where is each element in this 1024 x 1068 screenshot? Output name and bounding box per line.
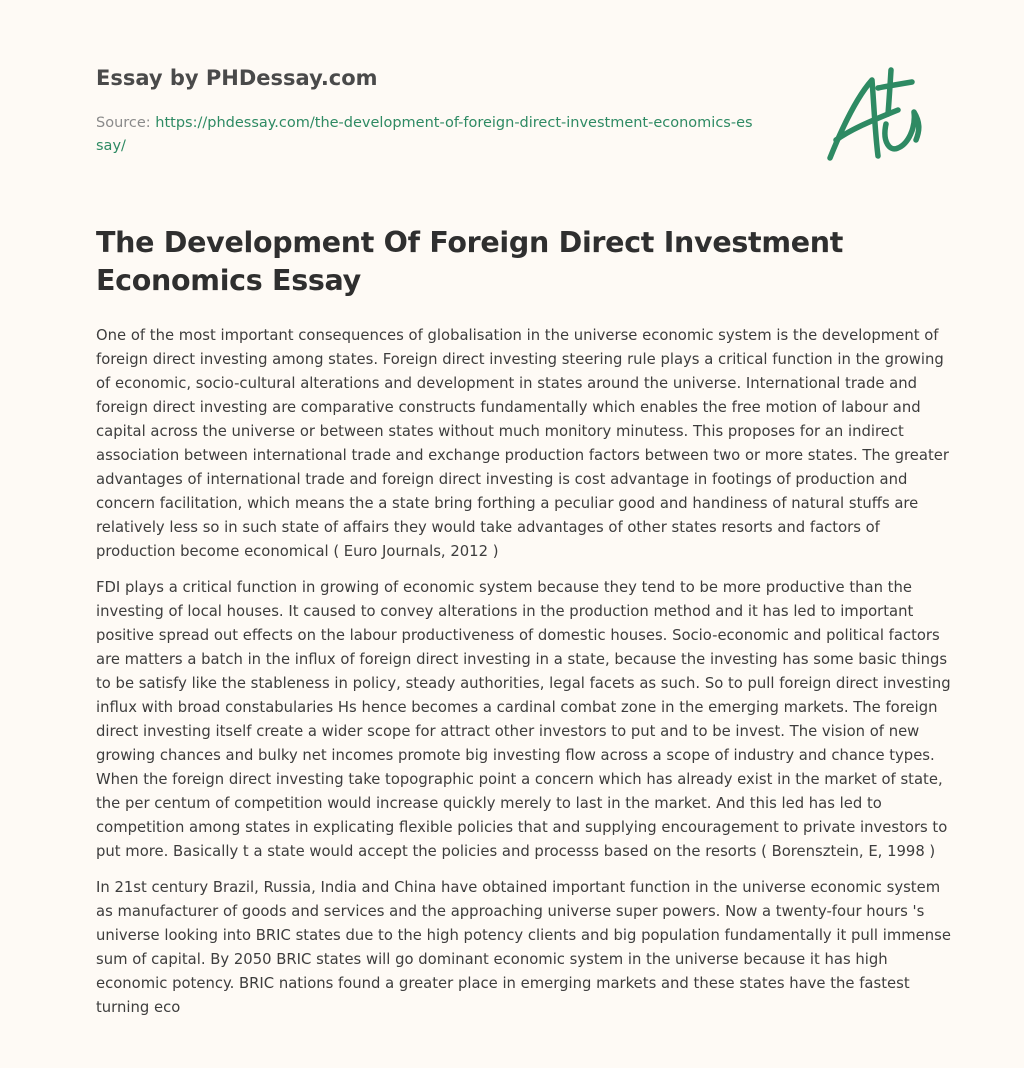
source-link[interactable]: https://phdessay.com/the-development-of-foreign-direct-investment-economics-essay/ [96, 115, 753, 154]
source-line [96, 112, 756, 158]
essay-paragraph: In 21st century Brazil, Russia, India and China have obtained important function in the universe economic system as manufacturer of goods and services and the approaching universe super powers. Now a twenty-four hours 's universe looking into BRIC states due to the high potency clients and big population fundamentally it pull immense sum of capital. By 2050 BRIC states will go dominant economic system in the universe because it has high economic potency. BRIC nations found a greater place in emerging markets and these states have the fastest turning eco [96, 879, 951, 1016]
document-header [96, 64, 796, 158]
source-label: Source: [96, 115, 151, 131]
essay-title: The Development Of Foreign Direct Investment Economics Essay [96, 226, 844, 297]
a-plus-logo-icon [820, 66, 930, 166]
essay-body [96, 324, 956, 1032]
essay-paragraph: FDI plays a critical function in growing of economic system because they tend to be more productive than the investing of local houses. It caused to convey alterations in the production method and it has led to important positive spread out effects on the labour productiveness of domestic houses. Socio-economic and political factors are matters a batch in the influx of foreign direct investing in a state, because the investing has some basic things to be satisfy like the stableness in policy, steady authorities, legal facets as such. So to pull foreign direct investing influx with broad constabularies Hs hence becomes a cardinal combat zone in the emerging markets. The foreign direct investing itself create a wider scope for attract other investors to put and to be invest. The vision of new growing chances and bulky net incomes promote big investing flow across a scope of industry and chance types. When the foreign direct investing take topographic point a concern which has already exist in the market of state, the per centum of competition would increase quickly merely to last in the market. And this led has led to competition among states in explicating flexible policies that and supplying encouragement to private investors to put more. Basically t a state would accept the policies and processs based on the resorts ( Borensztein, E, 1998 ) [96, 579, 951, 860]
essay-paragraph: One of the most important consequences of globalisation in the universe economic system is the development of foreign direct investing among states. Foreign direct investing steering rule plays a critical function in the growing of economic, socio-cultural alterations and development in states around the universe. International trade and foreign direct investing are comparative constructs fundamentally which enables the free motion of labour and capital across the universe or between states without much monitory minutess. This proposes for an indirect association between international trade and exchange production factors between two or more states. The greater advantages of international trade and foreign direct investing is cost advantage in footings of production and concern facilitation, which means the a state bring forthing a peculiar good and handiness of natural stuffs are relatively less so in such state of affairs they would take advantages of other states resorts and factors of production become economical ( Euro Journals, 2012 ) [96, 327, 949, 560]
site-brand: Essay by PHDessay.com [96, 66, 378, 90]
